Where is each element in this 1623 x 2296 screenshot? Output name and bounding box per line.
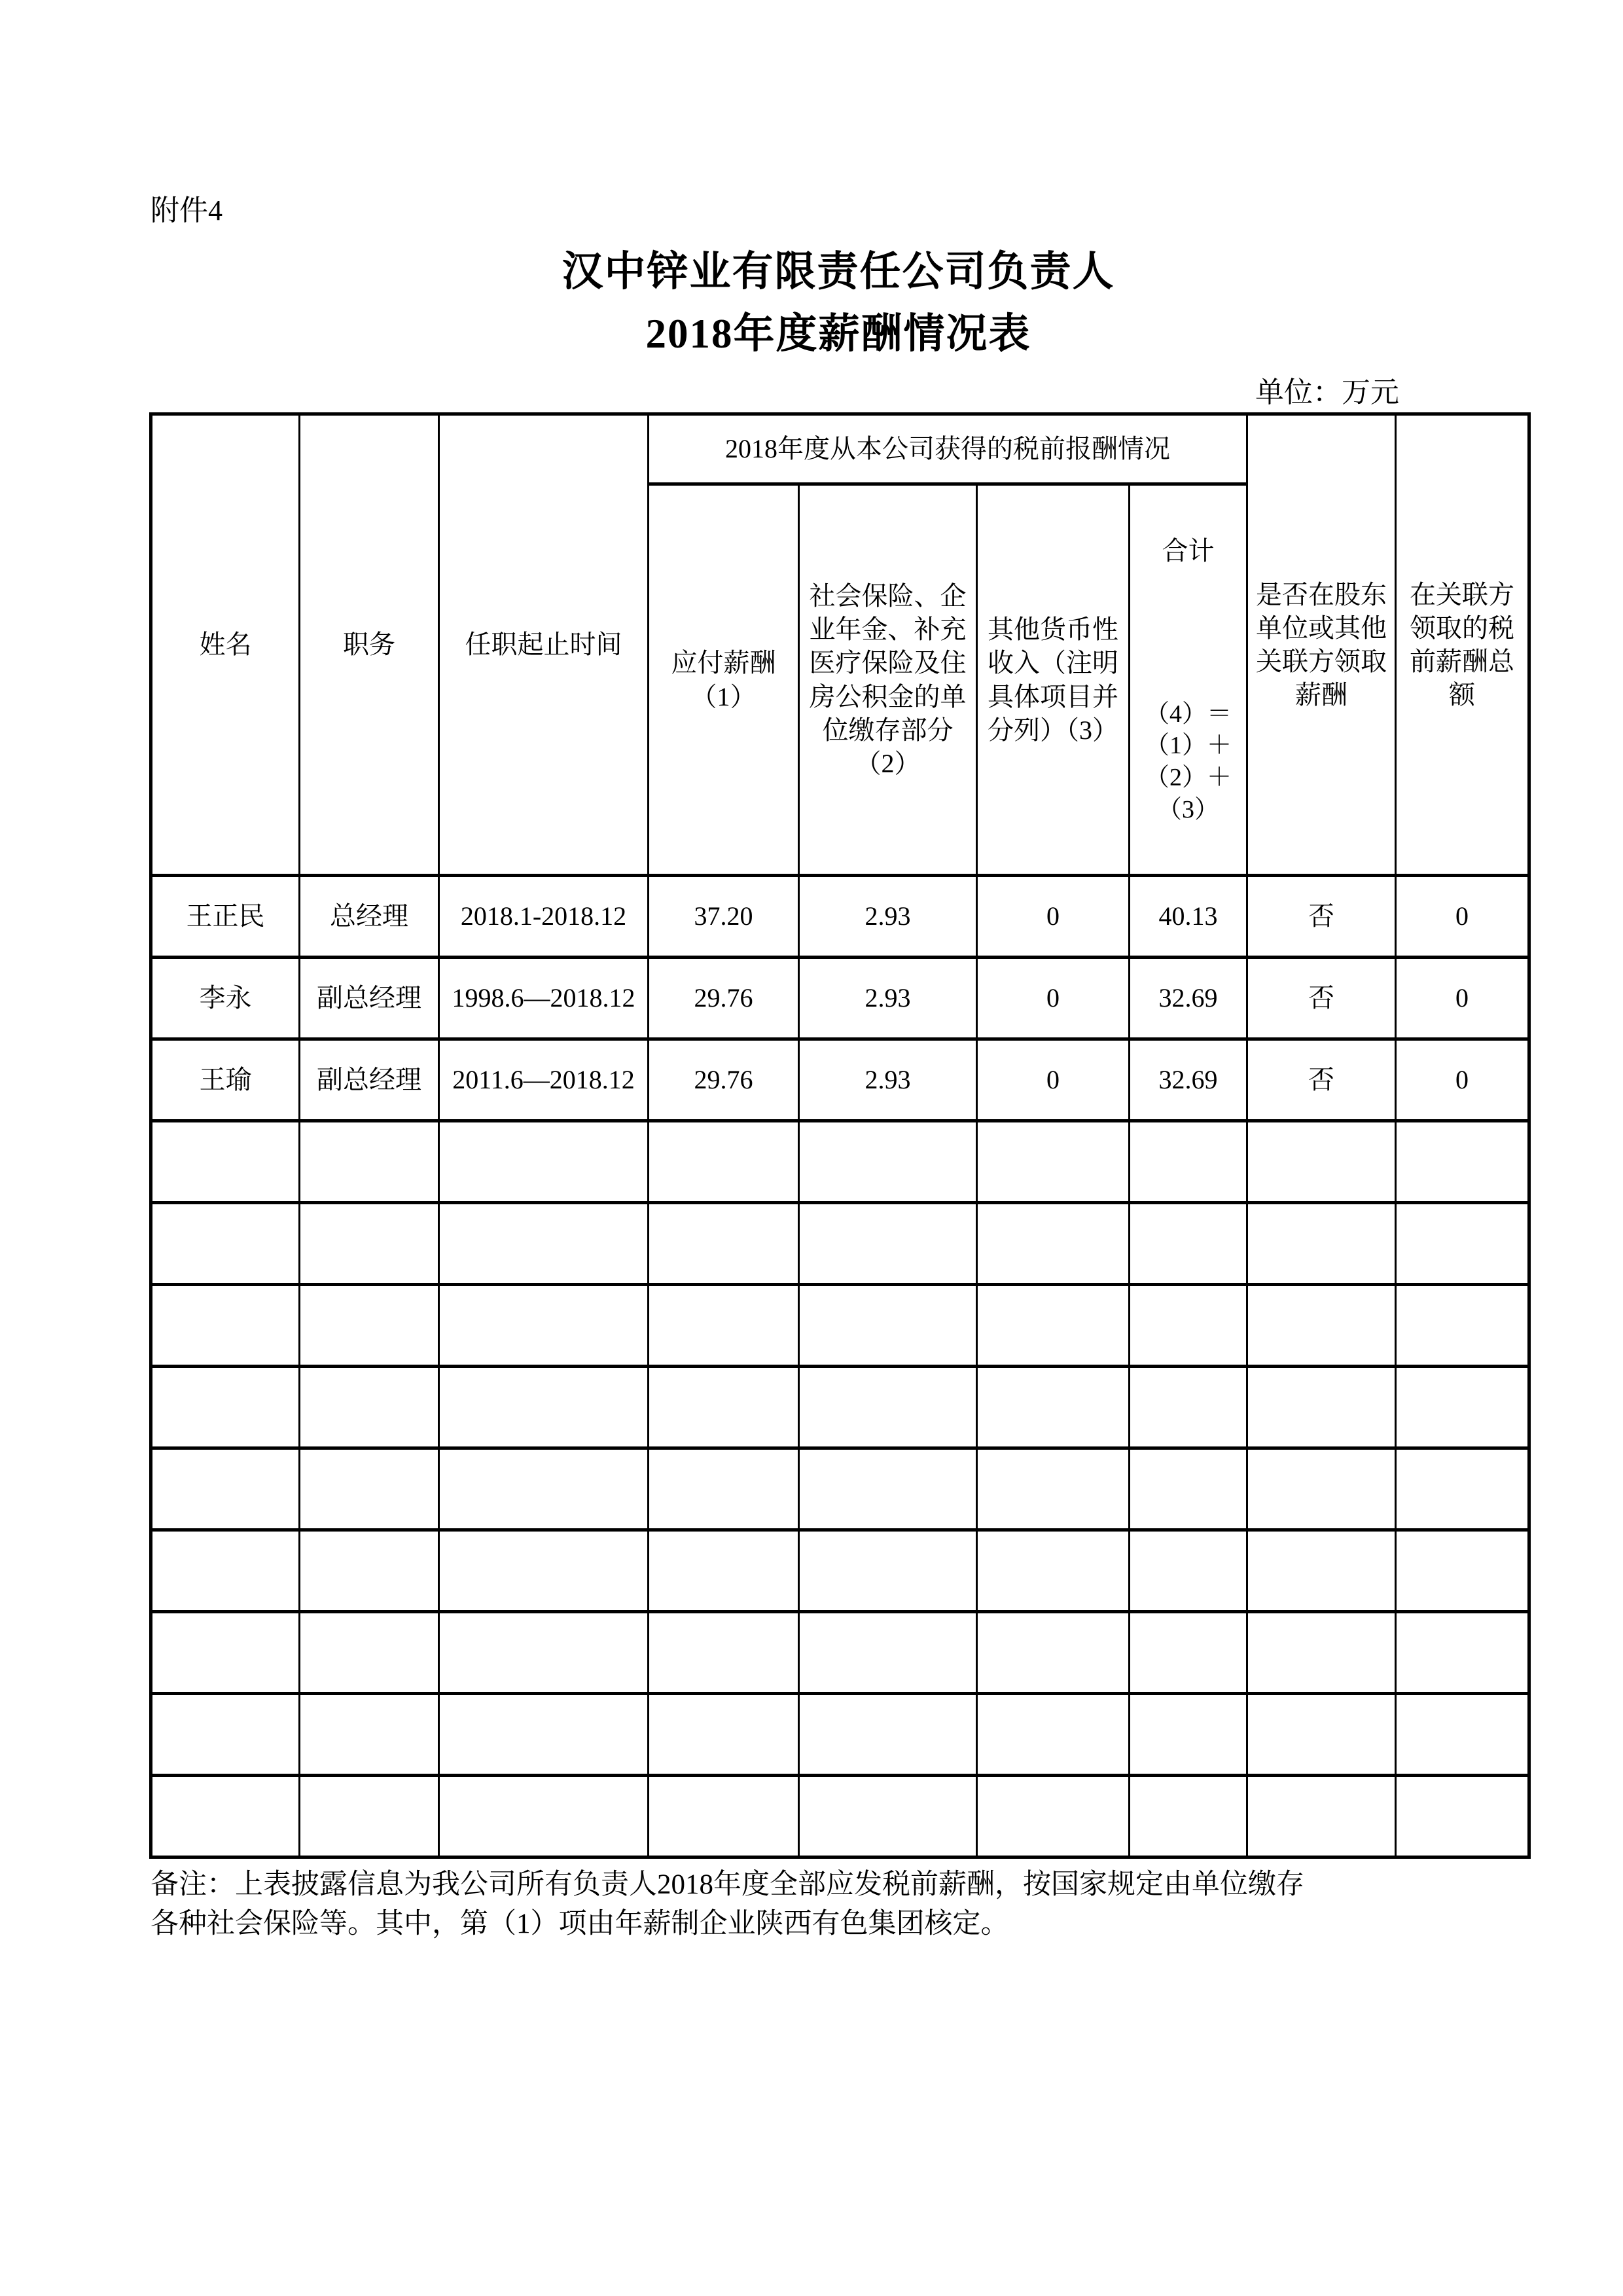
document-title <box>149 241 1527 365</box>
empty-cell <box>151 1776 300 1857</box>
col-header-other-income: 其他货币性收入（注明具体项目并分列）（3） <box>977 484 1130 876</box>
cell-tenure: 2011.6—2018.12 <box>439 1039 649 1121</box>
empty-cell <box>439 1612 649 1694</box>
table-empty-row <box>151 1612 1529 1694</box>
table-empty-row <box>151 1203 1529 1285</box>
empty-cell <box>1130 1203 1247 1285</box>
cell-name: 李永 <box>151 958 300 1039</box>
empty-cell <box>1396 1203 1529 1285</box>
empty-cell <box>977 1448 1130 1530</box>
salary-table <box>149 412 1531 1859</box>
empty-cell <box>439 1203 649 1285</box>
empty-cell <box>1130 1530 1247 1612</box>
cell-tenure: 2018.1-2018.12 <box>439 876 649 958</box>
empty-cell <box>1396 1530 1529 1612</box>
empty-cell <box>649 1612 799 1694</box>
empty-cell <box>439 1694 649 1776</box>
empty-cell <box>1130 1612 1247 1694</box>
col-header-related-party: 在关联方领取的税前薪酬总额 <box>1396 414 1529 876</box>
empty-cell <box>977 1776 1130 1857</box>
unit-note: 单位：万元 <box>1255 376 1399 408</box>
header-row-top <box>151 414 1529 484</box>
empty-cell <box>1247 1612 1396 1694</box>
cell-shareholder: 否 <box>1247 876 1396 958</box>
footnote-line-2: 各种社会保险等。其中，第（1）项由年薪制企业陕西有色集团核定。 <box>151 1909 1009 1939</box>
empty-cell <box>1247 1448 1396 1530</box>
empty-cell <box>300 1694 439 1776</box>
footnote-line-1: 备注：上表披露信息为我公司所有负责人2018年度全部应发税前薪酬，按国家规定由单位缴存 <box>151 1869 1304 1900</box>
empty-cell <box>151 1530 300 1612</box>
empty-cell <box>977 1367 1130 1448</box>
empty-cell <box>300 1121 439 1203</box>
empty-cell <box>1247 1776 1396 1857</box>
empty-cell <box>439 1285 649 1367</box>
total-formula: （4）＝（1）＋（2）＋（3） <box>1144 700 1232 823</box>
empty-cell <box>1130 1694 1247 1776</box>
cell-total: 32.69 <box>1130 958 1247 1039</box>
title-line-2: 2018年度薪酬情况表 <box>645 311 1031 357</box>
empty-cell <box>1396 1367 1529 1448</box>
cell-social: 2.93 <box>799 876 977 958</box>
col-header-total <box>1130 484 1247 876</box>
empty-cell <box>649 1367 799 1448</box>
table-empty-row <box>151 1694 1529 1776</box>
empty-cell <box>799 1448 977 1530</box>
cell-shareholder: 否 <box>1247 1039 1396 1121</box>
empty-cell <box>300 1448 439 1530</box>
empty-cell <box>151 1285 300 1367</box>
empty-cell <box>799 1203 977 1285</box>
total-label: 合计 <box>1162 535 1215 565</box>
cell-related: 0 <box>1396 876 1529 958</box>
empty-cell <box>151 1203 300 1285</box>
cell-other: 0 <box>977 1039 1130 1121</box>
cell-shareholder: 否 <box>1247 958 1396 1039</box>
empty-cell <box>977 1694 1130 1776</box>
empty-cell <box>439 1530 649 1612</box>
title-line-1: 汉中锌业有限责任公司负责人 <box>562 249 1115 295</box>
cell-payable: 37.20 <box>649 876 799 958</box>
cell-other: 0 <box>977 876 1130 958</box>
empty-cell <box>799 1121 977 1203</box>
empty-cell <box>1130 1121 1247 1203</box>
empty-cell <box>649 1285 799 1367</box>
empty-cell <box>1247 1121 1396 1203</box>
empty-cell <box>300 1530 439 1612</box>
col-header-social-insurance: 社会保险、企业年金、补充医疗保险及住房公积金的单位缴存部分（2） <box>799 484 977 876</box>
cell-payable: 29.76 <box>649 958 799 1039</box>
cell-social: 2.93 <box>799 958 977 1039</box>
cell-position: 副总经理 <box>300 1039 439 1121</box>
empty-cell <box>1247 1367 1396 1448</box>
empty-cell <box>300 1285 439 1367</box>
empty-cell <box>1396 1285 1529 1367</box>
empty-cell <box>1396 1448 1529 1530</box>
empty-cell <box>799 1530 977 1612</box>
empty-cell <box>799 1776 977 1857</box>
empty-cell <box>977 1530 1130 1612</box>
empty-cell <box>1396 1121 1529 1203</box>
cell-name: 王瑜 <box>151 1039 300 1121</box>
empty-cell <box>1130 1285 1247 1367</box>
empty-cell <box>649 1121 799 1203</box>
empty-cell <box>799 1367 977 1448</box>
table-row <box>151 1039 1529 1121</box>
col-header-name: 姓名 <box>151 414 300 876</box>
cell-total: 40.13 <box>1130 876 1247 958</box>
empty-cell <box>1396 1776 1529 1857</box>
cell-name: 王正民 <box>151 876 300 958</box>
empty-cell <box>649 1694 799 1776</box>
empty-cell <box>439 1776 649 1857</box>
empty-cell <box>439 1367 649 1448</box>
empty-cell <box>1396 1612 1529 1694</box>
table-empty-row <box>151 1285 1529 1367</box>
empty-cell <box>1247 1694 1396 1776</box>
empty-cell <box>151 1367 300 1448</box>
empty-cell <box>1130 1776 1247 1857</box>
empty-cell <box>1247 1285 1396 1367</box>
footnote <box>151 1865 1544 1944</box>
table-empty-row <box>151 1448 1529 1530</box>
empty-cell <box>1247 1530 1396 1612</box>
table-empty-row <box>151 1530 1529 1612</box>
cell-other: 0 <box>977 958 1130 1039</box>
col-header-payable: 应付薪酬（1） <box>649 484 799 876</box>
empty-cell <box>799 1694 977 1776</box>
cell-related: 0 <box>1396 1039 1529 1121</box>
empty-cell <box>300 1367 439 1448</box>
empty-cell <box>1130 1367 1247 1448</box>
cell-payable: 29.76 <box>649 1039 799 1121</box>
empty-cell <box>649 1448 799 1530</box>
col-header-tenure: 任职起止时间 <box>439 414 649 876</box>
empty-cell <box>151 1694 300 1776</box>
empty-cell <box>977 1121 1130 1203</box>
attachment-label: 附件4 <box>151 194 223 226</box>
empty-cell <box>300 1776 439 1857</box>
empty-cell <box>1130 1448 1247 1530</box>
empty-cell <box>439 1448 649 1530</box>
table-row <box>151 876 1529 958</box>
empty-cell <box>977 1612 1130 1694</box>
table-empty-row <box>151 1776 1529 1857</box>
table-body <box>151 414 1529 1857</box>
empty-cell <box>1247 1203 1396 1285</box>
empty-cell <box>977 1285 1130 1367</box>
empty-cell <box>300 1612 439 1694</box>
cell-total: 32.69 <box>1130 1039 1247 1121</box>
cell-tenure: 1998.6—2018.12 <box>439 958 649 1039</box>
empty-cell <box>151 1612 300 1694</box>
col-header-pretax-span: 2018年度从本公司获得的税前报酬情况 <box>649 414 1247 484</box>
empty-cell <box>1396 1694 1529 1776</box>
empty-cell <box>799 1612 977 1694</box>
table-row <box>151 958 1529 1039</box>
empty-cell <box>649 1776 799 1857</box>
table-empty-row <box>151 1367 1529 1448</box>
empty-cell <box>649 1203 799 1285</box>
cell-social: 2.93 <box>799 1039 977 1121</box>
empty-cell <box>649 1530 799 1612</box>
empty-cell <box>151 1448 300 1530</box>
empty-cell <box>151 1121 300 1203</box>
cell-related: 0 <box>1396 958 1529 1039</box>
empty-cell <box>439 1121 649 1203</box>
cell-position: 副总经理 <box>300 958 439 1039</box>
col-header-position: 职务 <box>300 414 439 876</box>
empty-cell <box>300 1203 439 1285</box>
col-header-shareholder: 是否在股东单位或其他关联方领取薪酬 <box>1247 414 1396 876</box>
table-empty-row <box>151 1121 1529 1203</box>
empty-cell <box>977 1203 1130 1285</box>
empty-cell <box>799 1285 977 1367</box>
cell-position: 总经理 <box>300 876 439 958</box>
